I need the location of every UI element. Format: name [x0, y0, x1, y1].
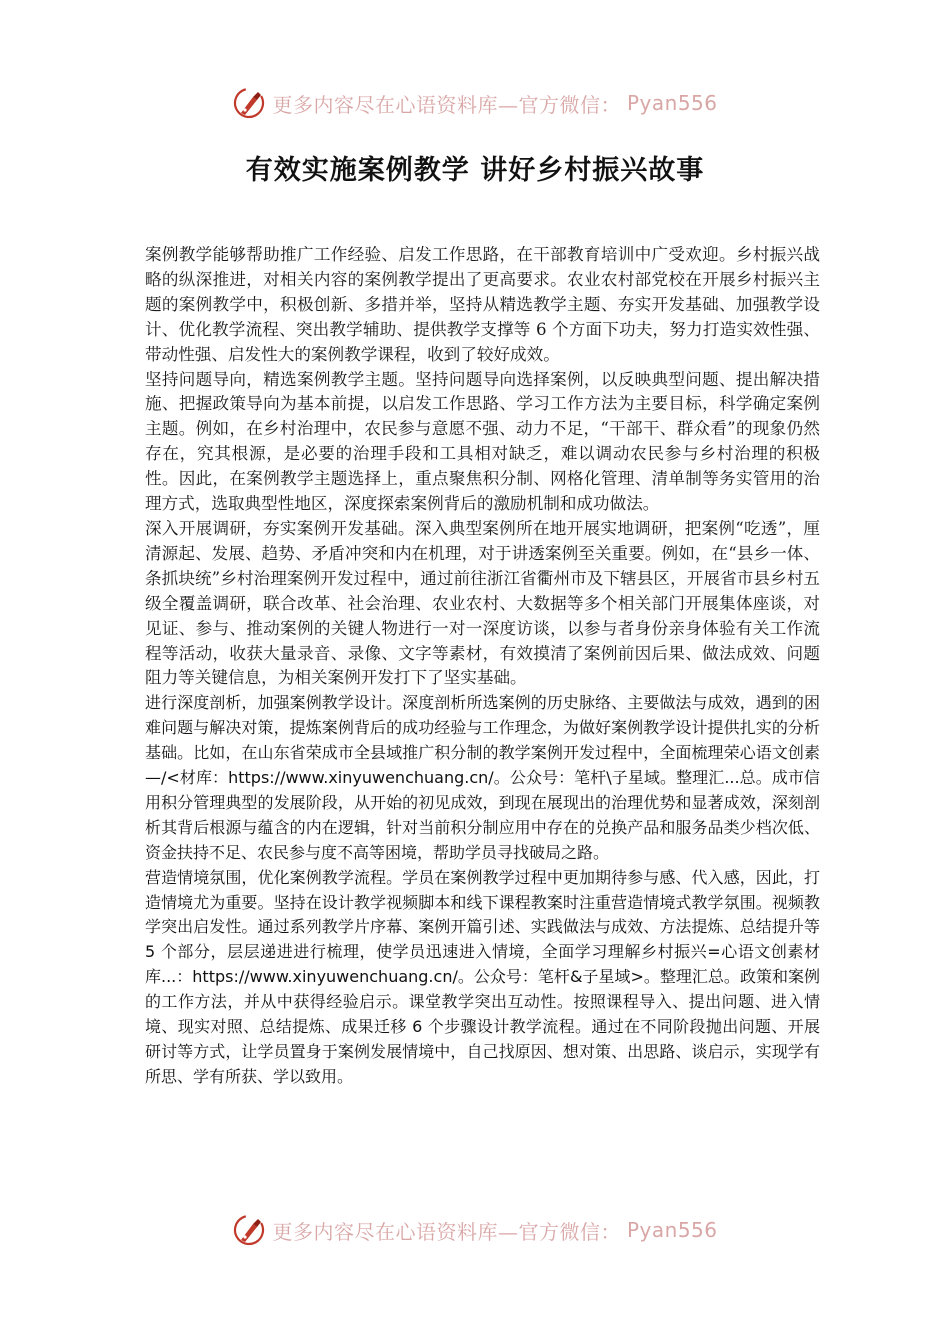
header-banner-inner — [232, 86, 717, 120]
document-title: 有效实施案例教学 讲好乡村振兴故事 — [245, 155, 705, 186]
header-wechat-id: Pyan556 — [626, 91, 718, 115]
paragraph-problem-oriented: 坚持问题导向，精选案例教学主题。坚持问题导向选择案例，以反映典型问题、提出解决措施、把握政策导向为基本前提，以启发工作思路、学习工作方法为主要目标，科学确定案例主题。例如，在乡村治理中，农民参与意愿不强、动力不足，“干部干、群众看”的现象仍然存在，究其根源，是必要的治理手段和工具相对缺乏，难以调动农民参与乡村治理的积极性。因此，在案例教学主题选择上，重点聚焦积分制、网格化管理、清单制等务实管用的治理方式，选取典型性地区，深度探索案例背后的激励机制和成功做法。 — [145, 369, 820, 514]
footer-wechat-id: Pyan556 — [626, 1218, 718, 1242]
pen-nib-logo-icon — [232, 86, 266, 120]
footer-banner-text: 更多内容尽在心语资料库—官方微信： — [272, 1219, 621, 1244]
footer-banner-inner — [232, 1213, 717, 1247]
footer-banner[interactable] — [0, 1205, 950, 1255]
header-banner-text: 更多内容尽在心语资料库—官方微信： — [272, 92, 621, 117]
document-body — [145, 243, 820, 1090]
pen-nib-logo-icon — [232, 1213, 266, 1247]
paragraph-situational-atmosphere: 营造情境氛围，优化案例教学流程。学员在案例教学过程中更加期待参与感、代入感，因此，打造情境尤为重要。坚持在设计教学视频脚本和线下课程教案时注重营造情境式教学氛围。视频教学突出启发性。通过系列教学片序幕、案例开篇引述、实践做法与成效、方法提炼、总结提升等 5 个部分，层层递进进行梳理，使学员迅速进入情境，全面学习理解乡村振兴=心语文创素材库...：https://www.xinyuwenchuang.cn/。公众号：笔杆&子星域>。整理汇总。政策和案例的工作方法，并从中获得经验启示。课堂教学突出互动性。按照课程导入、提出问题、进入情境、现实对照、总结提炼、成果迁移 6 个步骤设计教学流程。通过在不同阶段抛出问题、开展研讨等方式，让学员置身于案例发展情境中，自己找原因、想对策、出思路、谈启示，实现学有所思、学有所获、学以致用。 — [145, 867, 820, 1086]
header-banner[interactable] — [0, 78, 950, 128]
paragraph-field-research: 深入开展调研，夯实案例开发基础。深入典型案例所在地开展实地调研，把案例“吃透”，厘清源起、发展、趋势、矛盾冲突和内在机理，对于讲透案例至关重要。例如，在“县乡一体、条抓块统”乡村治理案例开发过程中，通过前往浙江省衢州市及下辖县区，开展省市县乡村五级全覆盖调研，联合改革、社会治理、农业农村、大数据等多个相关部门开展集体座谈，对见证、参与、推动案例的关键人物进行一对一深度访谈，以参与者身份亲身体验有关工作流程等活动，收获大量录音、录像、文字等素材，有效摸清了案例前因后果、做法成效、问题阻力等关键信息，为相关案例开发打下了坚实基础。 — [145, 518, 820, 688]
paragraph-intro: 案例教学能够帮助推广工作经验、启发工作思路，在干部教育培训中广受欢迎。乡村振兴战略的纵深推进，对相关内容的案例教学提出了更高要求。农业农村部党校在开展乡村振兴主题的案例教学中，积极创新、多措并举，坚持从精选教学主题、夯实开发基础、加强教学设计、优化教学流程、突出教学辅助、提供教学支撑等 6 个方面下功夫，努力打造实效性强、带动性强、启发性大的案例教学课程，收到了较好成效。 — [145, 245, 820, 364]
paragraph-deep-analysis: 进行深度剖析，加强案例教学设计。深度剖析所选案例的历史脉络、主要做法与成效，遇到的困难问题与解决对策，提炼案例背后的成功经验与工作理念，为做好案例教学设计提供扎实的分析基础。比如，在山东省荣成市全县域推广积分制的教学案例开发过程中，全面梳理荣心语文创素—/<材库：https://www.xinyuwenchuang.cn/。公众号：笔杆\子星域。整理汇...总。成市信用积分管理典型的发展阶段，从开始的初见成效，到现在展现出的治理优势和显著成效，深刻剖析其背后根源与蕴含的内在逻辑，针对当前积分制应用中存在的兑换产品和服务品类少档次低、资金扶持不足、农民参与度不高等困境，帮助学员寻找破局之路。 — [145, 693, 820, 862]
